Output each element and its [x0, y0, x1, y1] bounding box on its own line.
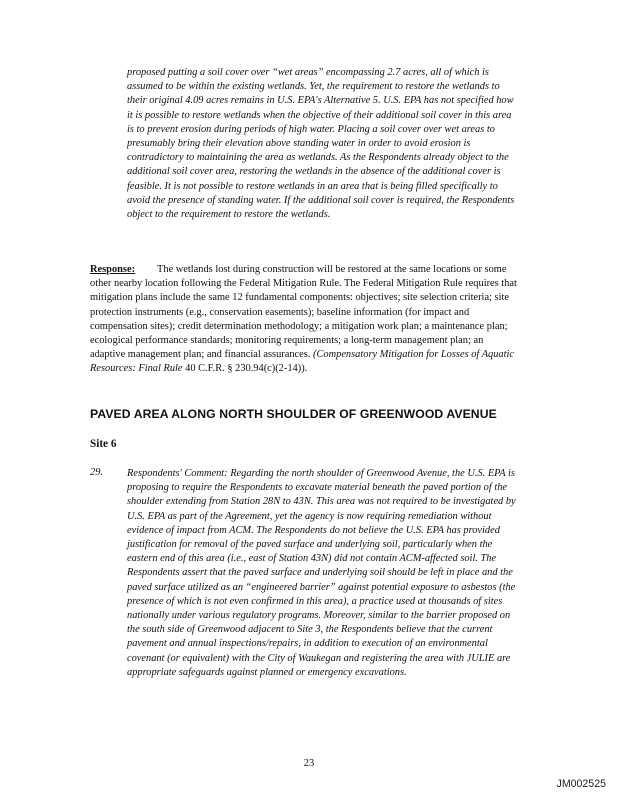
comment-continuation: proposed putting a soil cover over “wet areas” encompassing 2.7 acres, all of which is assumed to be within the existing wetlands. Yet, the requirement to restore the wetlands to their original 4.09 acres remains in U.S. EPA's Alternative 5. U.S. EPA has not specified how it is possible to restore wetlands when the objective of their additional soil cover in this area is to prevent erosion during periods of high water. Placing a soil cover over wet areas to presumably bring their elevation above standing water in order to avoid erosion is contradictory to maintaining the area as wetlands. As the Respondents already object to the additional soil cover area, restoring the wetlands in the absence of the additional cover is feasible. It is not possible to restore wetlands in an area that is being filled specifically to avoid the presence of standing water. If the additional soil cover is required, the Respondents object to the requirement to restore the wetlands. — [127, 67, 515, 221]
site-heading: Site 6 — [90, 438, 117, 450]
page-number: 23 — [303, 758, 315, 769]
item-number: 29. — [90, 467, 103, 478]
response-citation-ref: 40 C.F.R. § 230.94(c)(2-14)). — [185, 363, 308, 375]
response-text: The wetlands lost during construction will be restored at the same locations or some other nearby location following the Federal Mitigation Rule. The Federal Mitigation Rule requires that mitigation plans include the same 12 fundamental components: objectives; site selection criteria; site protection instruments (e.g., conservation easements); baseline information (for impact and compensation sites); credit determination methodology; a mitigation work plan; a maintenance plan; ecological performance standards; monitoring requirements; a long-term management plan; an adaptive management plan; and financial assurances. — [90, 264, 517, 361]
section-heading: PAVED AREA ALONG NORTH SHOULDER OF GREENWOOD AVENUE — [90, 407, 497, 421]
response-citation-title: (Compensatory Mitigation for Losses of Aquatic Resources: Final Rule — [90, 349, 515, 375]
response-paragraph — [90, 263, 520, 377]
respondents-comment-paragraph: Respondents' Comment: Regarding the north shoulder of Greenwood Avenue, the U.S. EPA is proposing to require the Respondents to excavate material beneath the paved portion of the shoulder extending from Station 28N to 43N. This area was not required to be investigated by U.S. EPA as part of the Agreement, yet the agency is now requiring remediation without evidence of impact from ACM. The Respondents do not believe the U.S. EPA has provided justification for removal of the paved surface and underlying soil, particularly when the eastern end of this area (i.e., east of Station 43N) did not contain ACM-affected soil. The Respondents assert that the paved surface and underlying soil should be left in place and the paved surface utilized as an “engineered barrier” against potential exposure to asbestos (the presence of which is not even confirmed in this area), a practice used at thousands of sites nationally under various regulatory programs. Moreover, similar to the barrier proposed on the south side of Greenwood adjacent to Site 3, the Respondents believe that the current pavement and annual inspections/repairs, in addition to execution of an environmental covenant (or equivalent) with the City of Waukegan and registering the area with JULIE are appropriate safeguards against planned or emergency excavations. — [127, 468, 516, 678]
bates-number: JM002525 — [556, 778, 606, 790]
response-label: Response: — [90, 264, 136, 275]
